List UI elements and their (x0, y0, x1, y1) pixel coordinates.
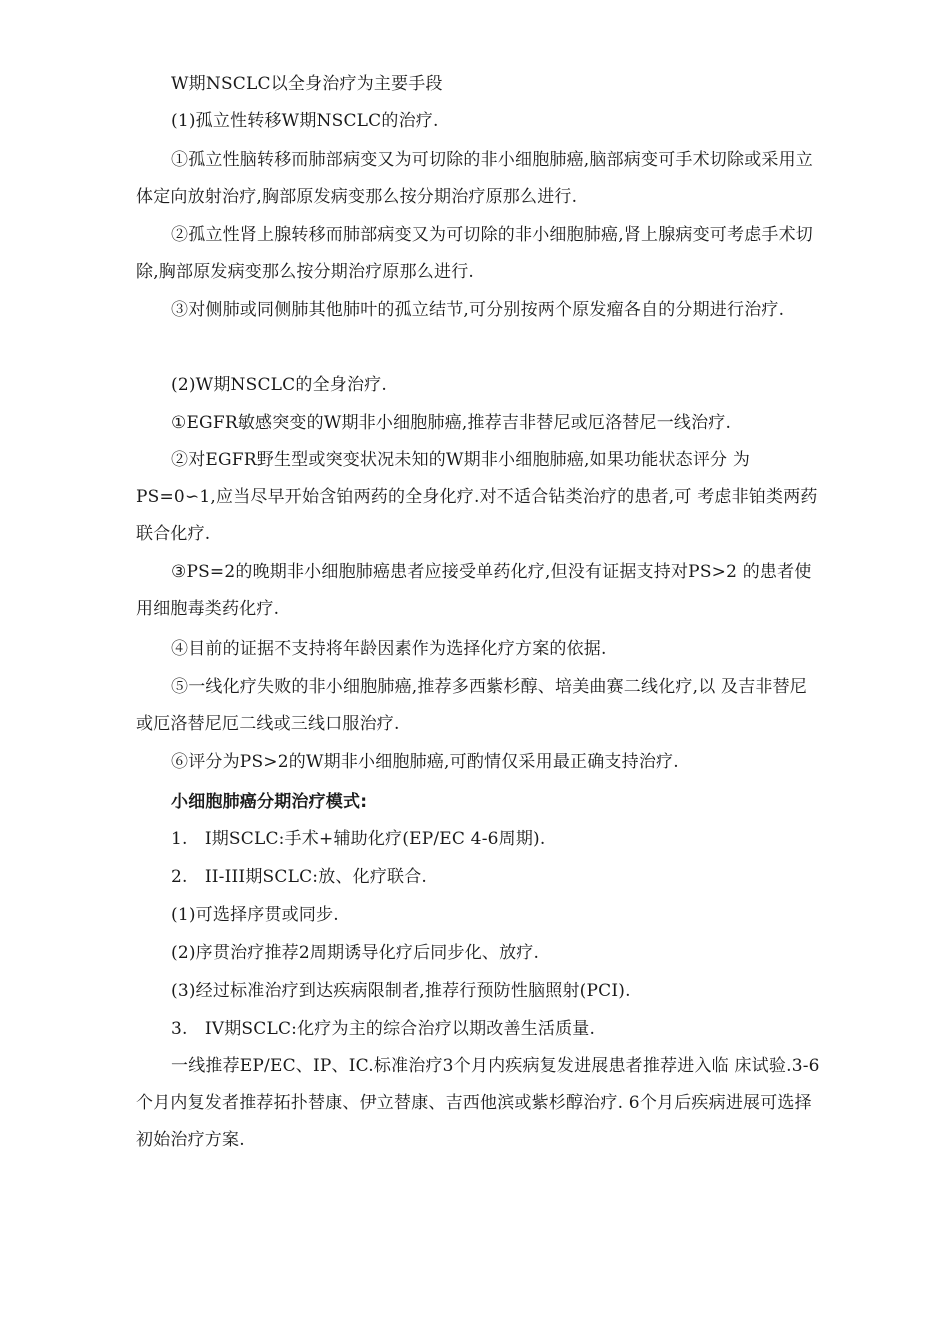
paragraph-item: ③对侧肺或同侧肺其他肺叶的孤立结节,可分别按两个原发瘤各自的分期进行治疗. (171, 300, 785, 320)
paragraph-item: ⑥评分为PS>2的W期非小细胞肺癌,可酌情仅采用最正确支持治疗. (171, 752, 679, 772)
numbered-item: 3. IV期SCLC:化疗为主的综合治疗以期改善生活质量. (171, 1019, 596, 1039)
paragraph-item: ②孤立性肾上腺转移而肺部病变又为可切除的非小细胞肺癌,肾上腺病变可考虑手术切除,胸部原发病变那么按分期治疗原那么进行. (136, 225, 814, 282)
sub-item: (2)序贯治疗推荐2周期诱导化疗后同步化、放疗. (171, 943, 540, 963)
paragraph-item: ①EGFR敏感突变的W期非小细胞肺癌,推荐吉非替尼或厄洛替尼一线治疗. (171, 413, 732, 433)
numbered-item: 2. II-III期SCLC:放、化疗联合. (171, 867, 428, 887)
paragraph-item: ①孤立性脑转移而肺部病变又为可切除的非小细胞肺癌,脑部病变可手术切除或采用立体定向放射治疗,胸部原发病变那么按分期治疗原那么进行. (136, 150, 814, 207)
paragraph-item: ③PS=2的晚期非小细胞肺癌患者应接受单药化疗,但没有证据支持对PS>2 的患者使用细胞毒类药化疗. (136, 562, 812, 619)
paragraph-item: ②对EGFR野生型或突变状况未知的W期非小细胞肺癌,如果功能状态评分 为PS=0∽1,应当尽早开始含铂两药的全身化疗.对不适合钻类治疗的患者,可 考虑非铂类两药联合化疗. (136, 450, 818, 544)
paragraph-section-1: (1)孤立性转移W期NSCLC的治疗. (171, 111, 439, 131)
section-heading: 小细胞肺癌分期治疗模式: (171, 792, 368, 812)
numbered-item: 1. I期SCLC:手术+辅助化疗(EP/EC 4-6周期). (171, 829, 546, 849)
paragraph-item: ⑤一线化疗失败的非小细胞肺癌,推荐多西紫杉醇、培美曲赛二线化疗,以 及吉非替尼或厄洛替尼厄二线或三线口服治疗. (136, 677, 808, 734)
sub-item: (3)经过标准治疗到达疾病限制者,推荐行预防性脑照射(PCI). (171, 981, 631, 1001)
sub-item: (1)可选择序贯或同步. (171, 905, 339, 925)
paragraph-item: ④目前的证据不支持将年龄因素作为选择化疗方案的依据. (171, 639, 607, 659)
paragraph-intro: W期NSCLC以全身治疗为主要手段 (171, 74, 443, 94)
paragraph-body: 一线推荐EP/EC、IP、IC.标准治疗3个月内疾病复发进展患者推荐进入临 床试验.3-6个月内复发者推荐拓扑替康、伊立替康、吉西他滨或紫杉醇治疗. 6个月后疾病进展可选择初始治疗方案. (136, 1056, 820, 1150)
paragraph-section-2: (2)W期NSCLC的全身治疗. (171, 375, 387, 395)
